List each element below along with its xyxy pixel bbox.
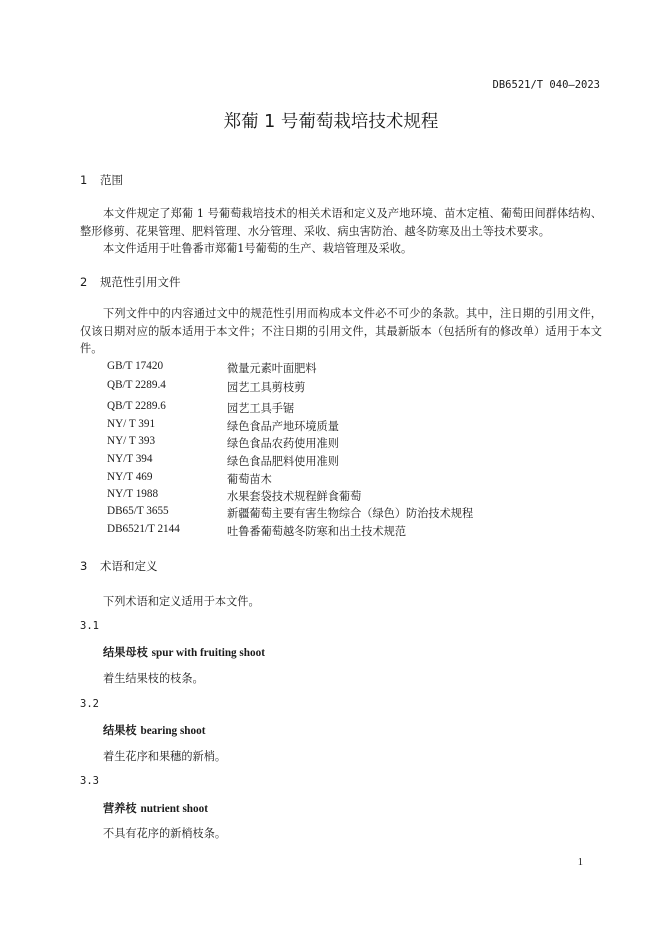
section-title: 范围 [100,173,123,187]
term-zh: 结果枝 [103,723,137,737]
term-definition: 着生结果枝的枝条。 [103,672,204,685]
term-heading [103,800,208,816]
section-number: 2 [80,275,88,289]
section-3-heading [80,558,158,574]
term-heading [103,722,205,738]
section-1-paragraph-1: 本文件规定了郑葡 1 号葡萄栽培技术的相关术语和定义及产地环境、苗木定植、葡萄田间群体结构、整形修剪、花果管理、肥料管理、水分管理、采收、病虫害防治、越冬防寒及出土等技术要求。 [80,207,602,238]
reference-title: 绿色食品肥料使用准则 [227,455,339,468]
section-1-heading [80,172,123,188]
reference-code: NY/ T 391 [107,418,156,430]
reference-title: 微量元素叶面肥料 [227,362,317,375]
document-title: 郑葡 1 号葡萄栽培技术规程 [223,112,439,132]
term-number: 3.1 [80,620,99,632]
reference-code: NY/T 1988 [107,488,159,500]
section-3-intro: 下列术语和定义适用于本文件。 [103,595,260,608]
reference-code: DB6521/T 2144 [107,523,180,535]
reference-title: 吐鲁番葡萄越冬防寒和出土技术规范 [227,525,407,538]
term-number: 3.2 [80,698,99,710]
reference-title: 绿色食品产地环境质量 [227,420,339,433]
reference-code: NY/T 394 [107,453,153,465]
term-zh: 结果母枝 [103,645,148,659]
reference-code: QB/T 2289.6 [107,400,166,412]
document-code: DB6521/T 040—2023 [492,79,600,91]
reference-title: 绿色食品农药使用准则 [227,437,339,450]
term-en: bearing shoot [140,725,206,737]
term-en: spur with fruiting shoot [151,647,265,659]
term-zh: 营养枝 [103,801,137,815]
section-number: 1 [80,173,88,187]
reference-code: NY/T 469 [107,471,153,483]
page-number: 1 [577,857,583,868]
term-definition: 着生花序和果穗的新梢。 [103,750,227,763]
reference-title: 园艺工具手锯 [227,402,295,415]
term-number: 3.3 [80,775,99,787]
reference-title: 新疆葡萄主要有害生物综合（绿色）防治技术规程 [227,507,474,520]
reference-title: 水果套袋技术规程鲜食葡萄 [227,490,362,503]
reference-code: GB/T 17420 [107,360,164,372]
reference-code: QB/T 2289.4 [107,379,166,391]
term-heading [103,644,265,660]
section-title: 规范性引用文件 [100,275,181,289]
section-2-paragraph-1: 下列文件中的内容通过文中的规范性引用而构成本文件必不可少的条款。其中，注日期的引用文件，仅该日期对应的版本适用于本文件；不注日期的引用文件，其最新版本（包括所有的修改单）适用于本文件。 [80,307,602,355]
section-number: 3 [80,559,88,573]
reference-code: NY/ T 393 [107,435,156,447]
reference-code: DB65/T 3655 [107,505,169,517]
section-1-paragraph-2: 本文件适用于吐鲁番市郑葡1号葡萄的生产、栽培管理及采收。 [103,242,413,255]
term-en: nutrient shoot [140,803,208,815]
section-title: 术语和定义 [100,559,158,573]
reference-title: 葡萄苗木 [227,473,272,486]
section-2-heading [80,274,181,290]
term-definition: 不具有花序的新梢枝条。 [103,827,227,840]
reference-title: 园艺工具剪枝剪 [227,381,306,394]
